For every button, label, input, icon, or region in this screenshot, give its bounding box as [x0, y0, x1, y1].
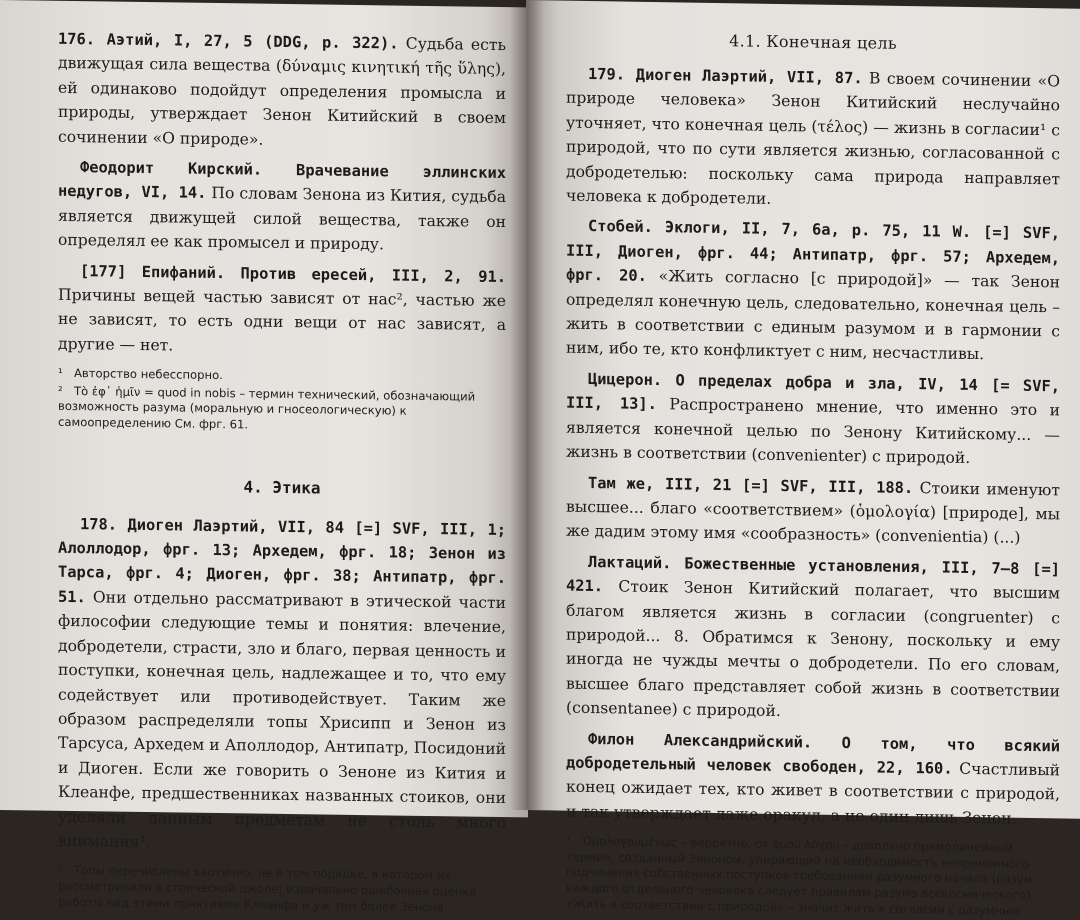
- fragment-177-heading: [177] Епифаний. Против ересей, III, 2, 91.: [80, 261, 506, 286]
- fragment-stobaeus-text: «Жить согласно [с природой]» — так Зенон определял конечную цель, следовательно, конечная цель – жить в соответствии с единым разумом и в гармонии с ним, ибо те, кто конфликтует с ним, несчастливы.: [566, 267, 1061, 364]
- fragment-lactantius-text: Стоик Зенон Китийский полагает, что высшим благом является жизнь в согласии (congruenter) с природой... 8. Обратимся к Зенону, поскольку и ему иногда не чужды мечты о добродетели. По его словам, высшее благо представляет собой жизнь в соответствии (consentanee) с природой.: [566, 577, 1060, 721]
- fragment-178-heading: 178. Диоген Лаэртий, VII, 84 [=] SVF, III, 1; Алоллодор, фрг. 13; Архедем, фрг. 18; Зенон из Тарса, фрг. 4; Диоген, фрг. 38; Антипатр, фрг. 51.: [58, 514, 506, 607]
- footnote-3-text: Топы перечислены хаотично, не в том порядке, в котором их рассматривали в стоической школе; изначально ошибочная оценка работы над этими понятиями Клеанфа и уж тем более Зенона.: [58, 863, 477, 914]
- footnotes-bottom: [58, 863, 506, 916]
- footnotes-right: [566, 834, 1060, 920]
- fragment-179: [566, 62, 1060, 216]
- fragment-theodoret: [58, 155, 506, 259]
- footnote-right-1-text: Ὁμολογουμένως – вероятно, от ὁμοῦ λόγου – довольно прямолинейный термин, созданный Зеноном, упирающий на необходимость непременного подчинения собственных поступков требованиям разумного начала (разум каждого отдельного человека следует правилам разума всекосмического). «Жить в соответствии с природой» – значит жить в согласии с разумным: [566, 834, 1035, 918]
- footnote-1-number: ¹: [58, 366, 63, 381]
- section-title: 4. Этика: [243, 477, 321, 498]
- fragment-176-text: Судьба есть движущая сила вещества (δύναμις κινητική τῆς ὕλης), ей одинаково подойдут определения промысла и природы, утверждает Зенон Китийский в своем сочинении «О природе».: [58, 34, 506, 149]
- fragment-177: [58, 258, 506, 362]
- fragment-same-source-text: Стоики именуют высшее... благо «соответствием» (ὁμολογία) [природе], мы же дадим этому имя «сообразность» (convenientia) (...): [566, 478, 1060, 548]
- footnote-right-1: [566, 834, 1060, 920]
- footnote-3: [58, 863, 506, 916]
- fragment-178: [58, 511, 506, 859]
- footnotes-top: [58, 366, 506, 437]
- fragment-same-source: [566, 470, 1060, 551]
- fragment-179-heading: 179. Диоген Лаэртий, VII, 87.: [588, 64, 863, 88]
- fragment-176-heading: 176. Аэтий, I, 27, 5 (DDG, p. 322).: [58, 29, 399, 53]
- fragment-philo-heading: Филон Александрийский. О том, что всякий добродетельный человек свободен, 22, 160.: [566, 729, 1060, 778]
- footnote-2-text: Τὸ ἐφ᾽ ἡμῖν = quod in nobis – термин технический, обозначающий возможность разума (моральную и гносеологическую) к самоопределению См. фрг. 61.: [58, 383, 476, 432]
- running-head: 4.1. Конечная цель: [729, 31, 897, 53]
- fragment-177-text: Причины вещей частью зависят от нас², частью же не зависят, то есть одни вещи от нас зависят, а другие — нет.: [58, 285, 506, 355]
- fragment-178-text: Они отдельно рассматривают в этической части философии следующие темы и понятия: влечение, добродетели, страсти, зло и благо, первая ценность и поступки, конечная цель, надлежащее и то, что ему содействует или противодействует. Таким же образом распределяли топы Хрисипп и Зенон из Тарсуса, Архедем и Аполлодор, Антипатр, Посидоний и Диоген. Если же говорить о Зеноне из Кития и Клеанфе, предшественниках названных стоиков, они уделяли данным предметам не столь много внимания¹.: [58, 588, 507, 852]
- fragment-philo: [566, 726, 1060, 831]
- fragment-179-text: В своем сочинении «О природе человека» Зенон Китийский неслучайно уточняет, что конечная цель (τέλος) — жизнь в согласии¹ с природой, что по сути является жизнью, согласованной с добродетелью: поскольку сама природа направляет человека к добродетели.: [566, 69, 1060, 208]
- footnote-3-number: ¹: [58, 863, 63, 878]
- footnote-1-text: Авторство небесспорно.: [74, 366, 223, 383]
- fragment-cicero-heading: Цицерон. О пределах добра и зла, IV, 14 [= SVF, III, 13].: [566, 369, 1060, 414]
- fragment-theodoret-heading: Феодорит Кирский. Врачевание эллинских недугов, VI, 14.: [58, 158, 506, 203]
- fragment-176: [58, 27, 506, 155]
- fragment-lactantius: [566, 549, 1060, 728]
- fragment-philo-text: Счастливый конец ожидает тех, кто живет в соответствии с природой, и так утверждает даже оракул, а не один лишь Зенон.: [566, 759, 1061, 828]
- right-page: [526, 0, 1080, 918]
- fragment-cicero-text: Распространено мнение, что именно это и является конечной целью по Зенону Китийскому... — жизнь в соответствии (convenienter) с природой.: [566, 395, 1060, 468]
- fragment-lactantius-heading: Лактаций. Божественные установления, III, 7–8 [=] 421.: [566, 552, 1060, 596]
- book-gutter-shadow: [510, 0, 544, 810]
- footnote-right-1-number: ¹: [566, 833, 571, 848]
- footnote-2: [58, 384, 506, 437]
- fragment-cicero: [566, 367, 1060, 472]
- left-page: [0, 0, 528, 914]
- fragment-stobaeus: [566, 214, 1060, 368]
- fragment-same-source-heading: Там же, III, 21 [=] SVF, III, 188.: [588, 473, 914, 497]
- fragment-stobaeus-heading: Стобей. Эклоги, II, 7, 6а, р. 75, 11 W. [=] SVF, III, Диоген, фрг. 44; Антипатр, фрг. 57; Архедем, фрг. 20.: [566, 217, 1060, 286]
- footnote-2-number: ²: [58, 383, 63, 398]
- fragment-theodoret-text: По словам Зенона из Кития, судьба является движущей силой вещества, также он определял ее как промысел и природу.: [58, 184, 506, 254]
